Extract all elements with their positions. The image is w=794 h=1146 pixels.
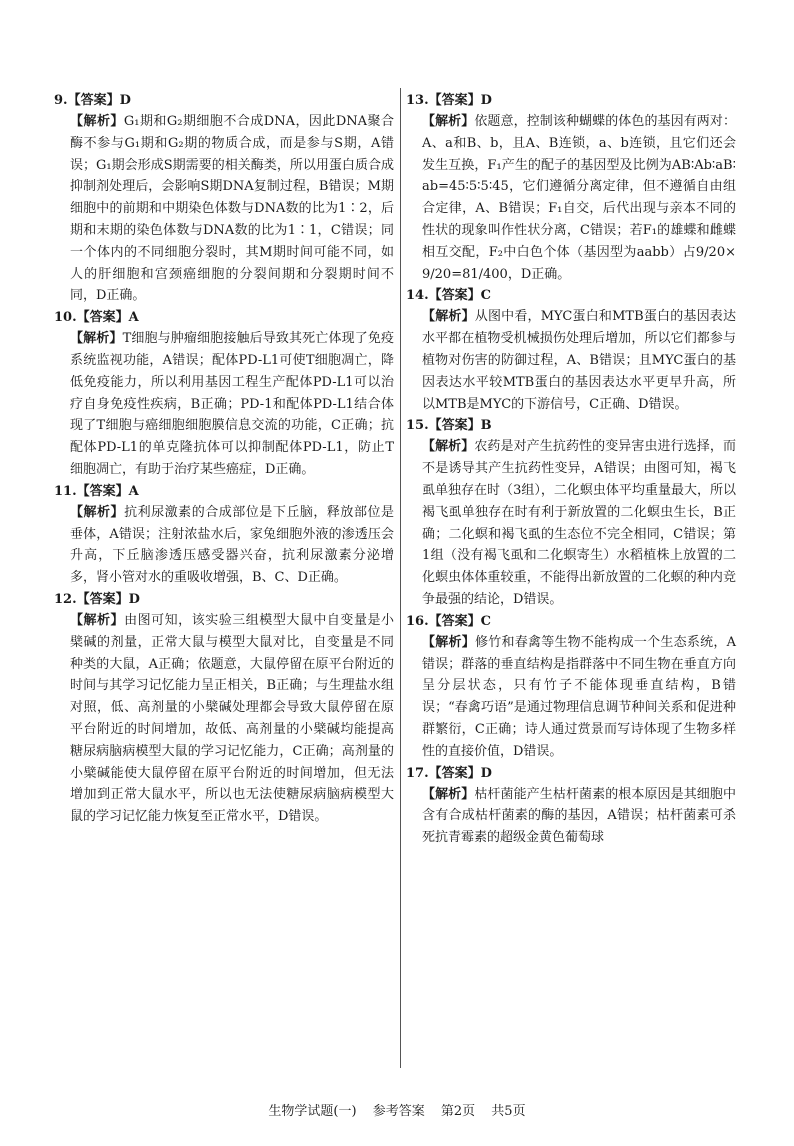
answer-letter: C xyxy=(480,613,491,629)
answer-letter: B xyxy=(480,418,492,434)
answer-item-12 xyxy=(54,589,394,828)
answer-header: 10.【答案】A xyxy=(54,310,139,326)
page-footer xyxy=(0,1100,794,1119)
answer-item-10 xyxy=(54,307,394,481)
analysis-paragraph: 【解析】农药是对产生抗药性的变异害虫进行选择，而不是诱导其产生抗药性变异，A错误；由图可知，褐飞虱单独存在时（3组），二化螟虫体平均重量最大，所以褐飞虱单独存在时有利于新放置的二化螟虫生长，B正确；二化螟和褐飞虱的生态位不完全相同，C错误；第1组（没有褐飞虱和二化螟寄生）水稻植株上放置的二化螟虫体体重较重，不能得出新放置的二化螟的种内竞争最强的结论，D错误。 xyxy=(422,439,736,607)
right-column xyxy=(406,90,736,849)
answer-letter: A xyxy=(128,310,139,326)
answer-letter: D xyxy=(119,93,131,108)
answer-item-15 xyxy=(406,415,736,610)
left-column xyxy=(54,90,394,828)
column-divider xyxy=(400,88,401,1068)
answer-item-16 xyxy=(406,611,736,763)
answer-header: 9.【答案】D xyxy=(54,93,131,108)
answer-header: 12.【答案】D xyxy=(54,591,140,607)
analysis-paragraph: 【解析】T细胞与肿瘤细胞接触后导致其死亡体现了免疫系统监视功能，A错误；配体PD-L1可使T细胞凋亡，降低免疫能力，所以利用基因工程生产配体PD-L1可以治疗自身免疫性疾病，B正确；PD-1和配体PD-L1结合体现了T细胞与癌细胞细胞膜信息交流的功能，C正确；抗配体PD-L1的单克隆抗体可以抑制配体PD-L1，防止T细胞凋亡，有助于治疗某些癌症，D正确。 xyxy=(70,331,394,477)
answer-item-17 xyxy=(406,763,736,849)
answer-item-13 xyxy=(406,90,736,285)
answer-header: 17.【答案】D xyxy=(406,765,492,781)
footer-total-pages: 共5页 xyxy=(491,1104,526,1119)
answer-item-11 xyxy=(54,481,394,589)
analysis-paragraph: 【解析】枯杆菌能产生枯杆菌素的根本原因是其细胞中含有合成枯杆菌素的酶的基因，A错误；枯杆菌素可杀死抗青霉素的超级金黄色葡萄球 xyxy=(422,786,736,846)
answer-header: 11.【答案】A xyxy=(54,483,139,499)
answer-letter: A xyxy=(128,483,139,499)
answer-letter: D xyxy=(480,765,492,781)
footer-subject: 生物学试题(一) xyxy=(268,1104,357,1119)
answer-header: 14.【答案】C xyxy=(406,288,491,304)
answer-header: 13.【答案】D xyxy=(406,93,492,108)
answer-letter: C xyxy=(480,288,491,304)
analysis-paragraph: 【解析】由图可知，该实验三组模型大鼠中自变量是小檗碱的剂量，正常大鼠与模型大鼠对比，自变量是不同种类的大鼠，A正确；依题意，大鼠停留在原平台附近的时间与其学习记忆能力呈正相关，B正确；与生理盐水组对照，低、高剂量的小檗碱处理都会导致大鼠停留在原平台附近的时间增加，故低、高剂量的小檗碱均能提高糖尿病脑病模型大鼠的学习记忆能力，C正确；高剂量的小檗碱能使大鼠停留在原平台附近的时间增加，但无法增加到正常大鼠水平，所以也无法使糖尿病脑病模型大鼠的学习记忆能力恢复至正常水平，D错误。 xyxy=(70,612,394,825)
answer-header: 16.【答案】C xyxy=(406,613,491,629)
answer-item-14 xyxy=(406,285,736,415)
answer-header: 15.【答案】B xyxy=(406,418,492,434)
footer-label: 参考答案 xyxy=(372,1104,425,1119)
analysis-paragraph: 【解析】抗利尿激素的合成部位是下丘脑，释放部位是垂体，A错误；注射浓盐水后，家兔细胞外液的渗透压会升高，下丘脑渗透压感受器兴奋，抗利尿激素分泌增多，肾小管对水的重吸收增强，B、C、D正确。 xyxy=(70,504,394,586)
analysis-paragraph: 【解析】修竹和春禽等生物不能构成一个生态系统，A错误；群落的垂直结构是指群落中不同生物在垂直方向呈分层状态，只有竹子不能体现垂直结构，B错误；“春禽巧语”是通过物理信息调节种间关系和促进种群繁衍，C正确；诗人通过赏景而写诗体现了生物多样性的直接价值，D错误。 xyxy=(422,634,736,759)
footer-page-number: 第2页 xyxy=(440,1104,476,1119)
analysis-paragraph: 【解析】依题意，控制该种蝴蝶的体色的基因有两对：A、a和B、b，且A、B连锁，a、b连锁，且它们还会发生互换，F₁产生的配子的基因型及比例为AB∶Ab∶aB∶ab=45∶5∶5∶45，它们遵循分离定律，但不遵循自由组合定律，A、B错误；F₁自交，后代出现与亲本不同的性状的现象叫作性状分离，C错误；若F₁的雄蝶和雌蝶相互交配，F₂中白色个体（基因型为aabb）占9/20×9/20=81/400，D正确。 xyxy=(422,114,736,282)
answer-item-9 xyxy=(54,90,394,307)
analysis-paragraph: 【解析】从图中看，MYC蛋白和MTB蛋白的基因表达水平都在植物受机械损伤处理后增加，所以它们都参与植物对伤害的防御过程，A、B错误；且MYC蛋白的基因表达水平较MTB蛋白的基因表达水平更早升高，所以MTB是MYC的下游信号，C正确、D错误。 xyxy=(422,309,736,412)
analysis-paragraph: 【解析】G₁期和G₂期细胞不合成DNA，因此DNA聚合酶不参与G₁期和G₂期的物质合成，而是参与S期，A错误；G₁期会形成S期需要的相关酶类，所以用蛋白质合成抑制剂处理后，会影响S期DNA复制过程，B错误；M期细胞中的前期和中期染色体数与DNA数的比为1∶2，后期和末期的染色体数与DNA数的比为1∶1，C错误；同一个体内的不同细胞分裂时，其M期时间可能不同，如人的肝细胞和宫颈癌细胞的分裂间期和分裂期时间不同，D正确。 xyxy=(70,114,394,304)
answer-letter: D xyxy=(128,591,140,607)
answer-letter: D xyxy=(480,93,492,108)
